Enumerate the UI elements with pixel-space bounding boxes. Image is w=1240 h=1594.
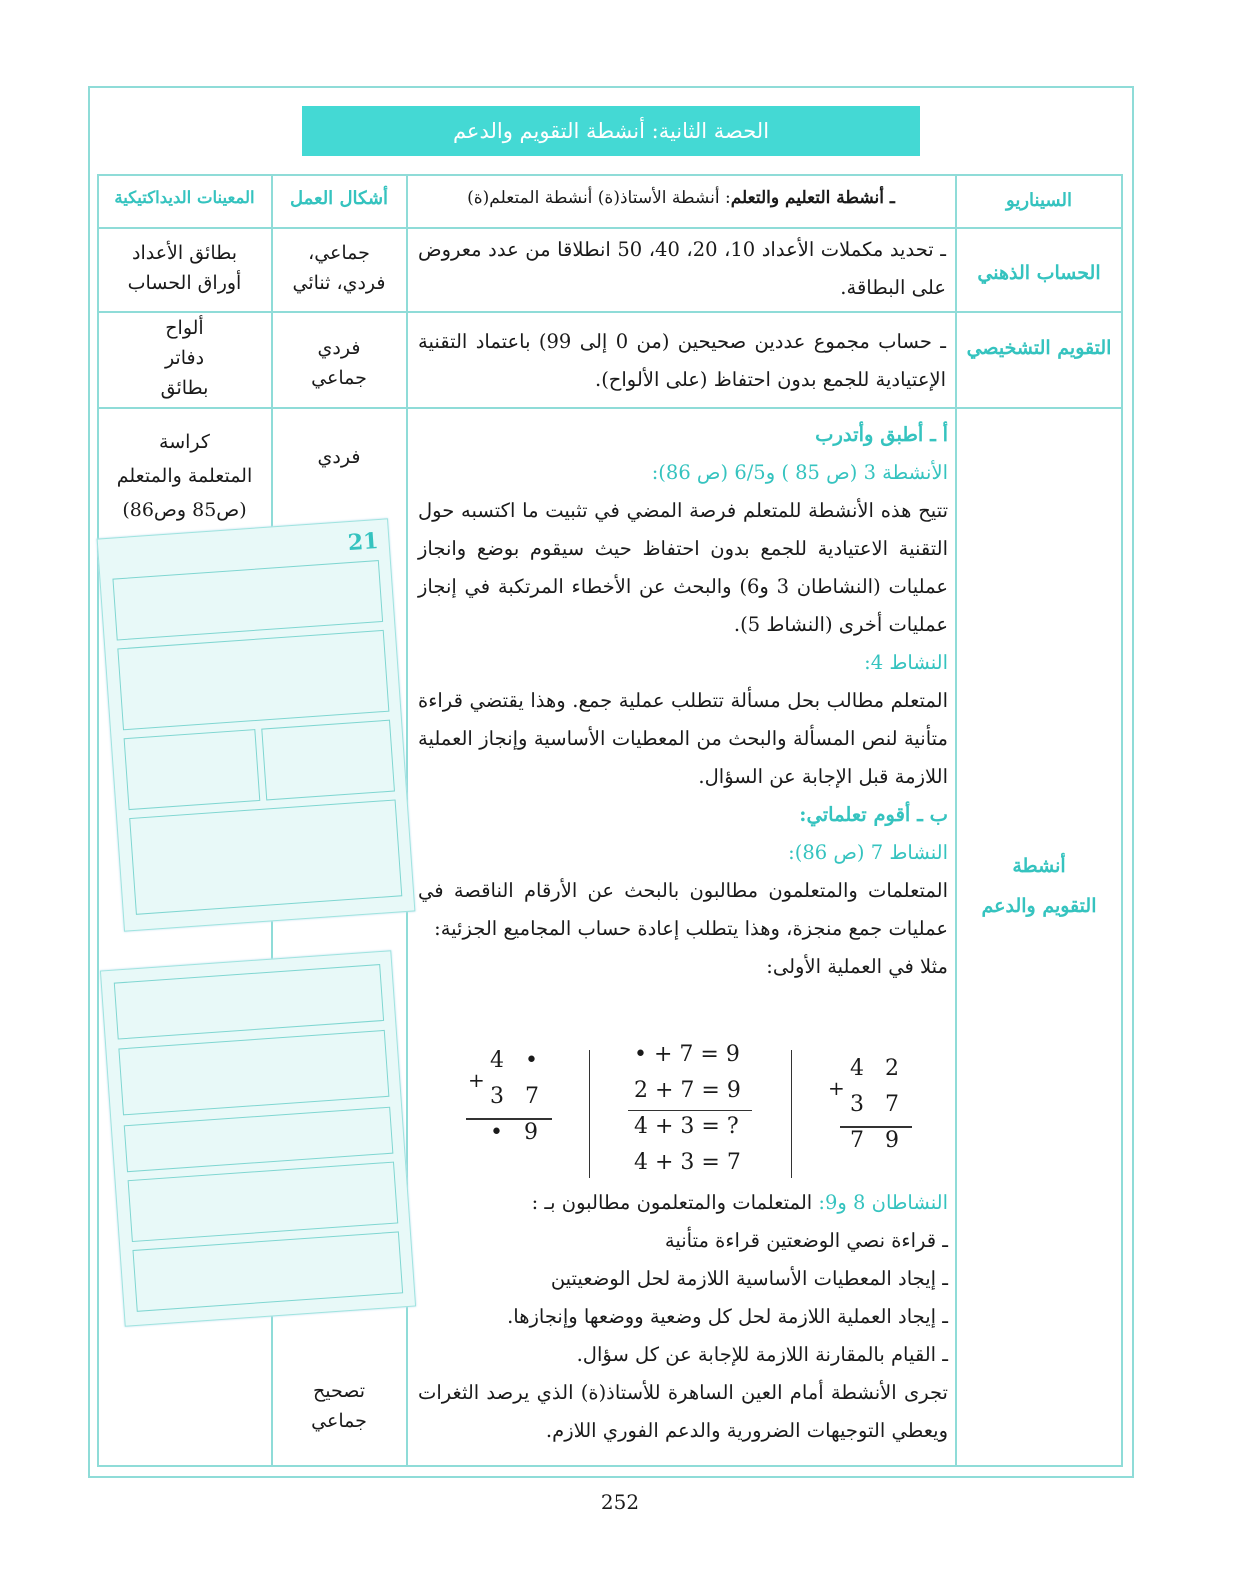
math-separator bbox=[589, 1050, 590, 1178]
activity-3-title: الأنشطة 3 (ص 85 ) و6/5 (ص 86): bbox=[651, 461, 948, 484]
section-b-heading: ب ـ أقوم تعلماتي: bbox=[799, 803, 948, 826]
math-row: 4 2 bbox=[850, 1056, 899, 1081]
activity-89-intro: المتعلمات والمتعلمون مطالبون بـ : bbox=[531, 1191, 819, 1214]
row-label-diagnostic: التقويم التشخيصي bbox=[966, 337, 1112, 359]
section-a-heading: أ ـ أطبق وأتدرب bbox=[815, 423, 948, 446]
worksheet-block bbox=[117, 630, 389, 730]
math-row: • 9 bbox=[490, 1120, 538, 1145]
worksheet-block bbox=[112, 560, 383, 640]
worksheet-thumbnail-p85 bbox=[97, 518, 416, 931]
activity-3-text: تتيح هذه الأنشطة للمتعلم فرصة المضي في تثبيت ما اكتسبه حول التقنية الاعتيادية للجمع بدون احتفاظ حيث سيقوم بوضع وانجاز عمليات (النشاطان 3 و6) والبحث عن الأخطاء المرتكبة في إنجاز عمليات أخرى (النشاط 5). bbox=[418, 499, 948, 636]
plus-sign: + bbox=[828, 1076, 845, 1100]
material-line: بطائق bbox=[160, 377, 209, 399]
worksheet-block bbox=[124, 729, 261, 810]
session-banner: الحصة الثانية: أنشطة التقويم والدعم bbox=[302, 106, 920, 156]
worksheet-block bbox=[114, 964, 384, 1039]
activity-4-title: النشاط 4: bbox=[864, 651, 948, 674]
math-row: 4 • bbox=[490, 1048, 538, 1073]
worksheet-block bbox=[118, 1030, 389, 1115]
header-work-forms: أشكال العمل bbox=[289, 188, 389, 209]
material-line: ألواح bbox=[165, 317, 204, 339]
row-text-mental-math: ـ تحديد مكملات الأعداد 10، 20، 40، 50 انطلاقا من عدد معروض على البطاقة. bbox=[418, 238, 946, 299]
material-line: (ص85 وص86) bbox=[122, 499, 247, 521]
col-divider bbox=[955, 174, 957, 1467]
activity-7-text: المتعلمات والمتعلمون مطالبون بالبحث عن الأرقام الناقصة في عمليات جمع منجزة، وهذا يتطلب إعادة حساب المجاميع الجزئية: bbox=[418, 879, 948, 940]
row-materials-mental-math bbox=[99, 238, 270, 298]
activity-4-text: المتعلم مطالب بحل مسألة تتطلب عملية جمع. وهذا يقتضي قراءة متأنية لنص المسألة والبحث من المعطيات الأساسية وإنجاز العملية اللازمة قبل الإجابة عن السؤال. bbox=[418, 689, 948, 788]
bullet-item: ـ قراءة نصي الوضعتين قراءة متأنية bbox=[664, 1229, 948, 1252]
worksheet-block bbox=[128, 1162, 399, 1242]
row-text-diagnostic: ـ حساب مجموع عددين صحيحين (من 0 إلى 99) باعتماد التقنية الإعتيادية للجمع بدون احتفاظ (على الألواح). bbox=[418, 330, 946, 391]
row-label-evaluation bbox=[957, 846, 1121, 926]
activity-7-title: النشاط 7 (ص 86): bbox=[788, 841, 948, 864]
label-line: التقويم والدعم bbox=[981, 895, 1097, 917]
math-line: 2 + 7 = 9 bbox=[634, 1078, 741, 1103]
worksheet-block bbox=[124, 1107, 394, 1173]
bullet-item: ـ إيجاد العملية اللازمة لحل كل وضعية ووضعها وإنجازها. bbox=[507, 1305, 948, 1328]
math-separator bbox=[791, 1050, 792, 1178]
math-line: 4 + 3 = 7 bbox=[634, 1150, 741, 1175]
header-activities bbox=[412, 188, 950, 208]
bullet-item: ـ القيام بالمقارنة اللازمة للإجابة عن كل سؤال. bbox=[576, 1343, 948, 1366]
material-line: المتعلمة والمتعلم bbox=[116, 465, 253, 487]
worksheet-block bbox=[261, 720, 395, 801]
work-line: تصحيح bbox=[312, 1380, 366, 1402]
work-line: جماعي bbox=[311, 1410, 367, 1432]
math-line: 4 + 3 = ? bbox=[634, 1114, 739, 1139]
material-line: دفاتر bbox=[164, 347, 205, 369]
plus-sign: + bbox=[468, 1068, 485, 1092]
row-work-diagnostic bbox=[273, 333, 405, 393]
worksheet-thumbnail-p86 bbox=[100, 950, 416, 1326]
activity-89-title: النشاطان 8 و9: bbox=[818, 1191, 948, 1214]
material-line: كراسة bbox=[159, 431, 210, 453]
header-activities-prefix: ـ أنشطة التعليم والتعلم bbox=[730, 188, 895, 208]
row-label-mental-math: الحساب الذهني bbox=[977, 262, 1101, 284]
work-form-individual: فردي bbox=[317, 446, 361, 468]
label-line: أنشطة bbox=[1012, 855, 1066, 877]
work-line: فردي، ثنائي bbox=[292, 272, 386, 294]
work-line: فردي bbox=[317, 337, 361, 359]
row-divider bbox=[97, 407, 1123, 409]
header-activities-rest: : أنشطة الأستاذ(ة) أنشطة المتعلم(ة) bbox=[467, 188, 731, 208]
row-divider bbox=[97, 227, 1123, 229]
material-line: أوراق الحساب bbox=[127, 272, 242, 294]
closing-text: تجرى الأنشطة أمام العين الساهرة للأستاذ(ة) الذي يرصد الثغرات ويعطي التوجيهات الضرورية والدعم الفوري اللازم. bbox=[418, 1381, 948, 1442]
header-materials: المعينات الديداكتيكية bbox=[114, 188, 255, 207]
header-scenario: السيناريو bbox=[1006, 190, 1072, 211]
material-line: بطائق الأعداد bbox=[131, 242, 237, 264]
worksheet-number: 21 bbox=[347, 528, 380, 557]
worksheet-block bbox=[129, 799, 402, 914]
math-line: • + 7 = 9 bbox=[634, 1042, 740, 1067]
page-number: 252 bbox=[600, 1490, 640, 1514]
evaluation-activities bbox=[418, 416, 948, 986]
activity-89-heading bbox=[418, 1184, 948, 1222]
middle-bar bbox=[628, 1110, 752, 1111]
work-line: جماعي bbox=[311, 367, 367, 389]
work-form-group-correction bbox=[273, 1376, 405, 1436]
bullet-item: ـ إيجاد المعطيات الأساسية اللازمة لحل الوضعيتين bbox=[550, 1267, 948, 1290]
math-row: 3 7 bbox=[850, 1092, 899, 1117]
row-work-mental-math bbox=[273, 238, 405, 298]
work-line: جماعي، bbox=[308, 242, 370, 264]
activities-8-9 bbox=[418, 1184, 948, 1450]
row-materials-diagnostic bbox=[99, 313, 270, 403]
math-row: 3 7 bbox=[490, 1084, 539, 1109]
worksheet-block bbox=[132, 1231, 403, 1311]
example-intro: مثلا في العملية الأولى: bbox=[766, 955, 948, 978]
materials-workbook bbox=[99, 425, 270, 527]
math-row: 7 9 bbox=[850, 1128, 899, 1153]
